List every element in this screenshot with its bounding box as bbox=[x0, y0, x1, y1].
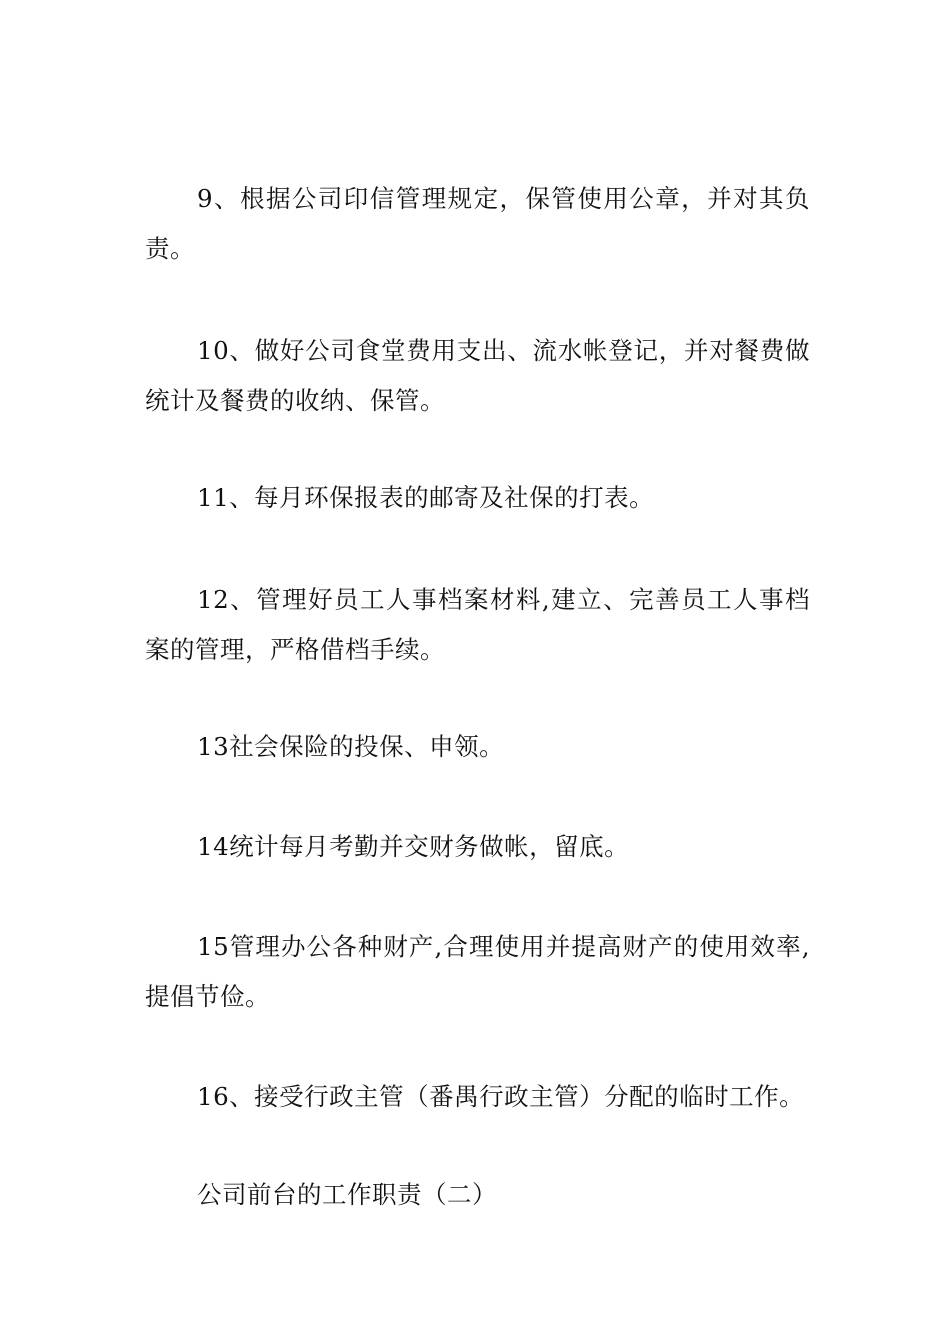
section-heading: 公司前台的工作职责（二） bbox=[197, 1180, 497, 1209]
paragraph-item-12: 12、管理好员工人事档案材料,建立、完善员工人事档案的管理，严格借档手续。 bbox=[145, 585, 810, 664]
paragraph-item-15: 15管理办公各种财产,合理使用并提高财产的使用效率,提倡节俭。 bbox=[145, 932, 810, 1011]
paragraph-item-16: 16、接受行政主管（番禺行政主管）分配的临时工作。 bbox=[197, 1082, 805, 1111]
paragraph-item-11: 11、每月环保报表的邮寄及社保的打表。 bbox=[197, 483, 655, 512]
paragraph-item-13: 13社会保险的投保、申领。 bbox=[197, 732, 505, 761]
paragraph-item-10: 10、做好公司食堂费用支出、流水帐登记，并对餐费做统计及餐费的收纳、保管。 bbox=[145, 336, 810, 415]
paragraph-item-14: 14统计每月考勤并交财务做帐，留底。 bbox=[197, 832, 630, 861]
paragraph-item-9: 9、根据公司印信管理规定，保管使用公章，并对其负责。 bbox=[145, 184, 810, 263]
